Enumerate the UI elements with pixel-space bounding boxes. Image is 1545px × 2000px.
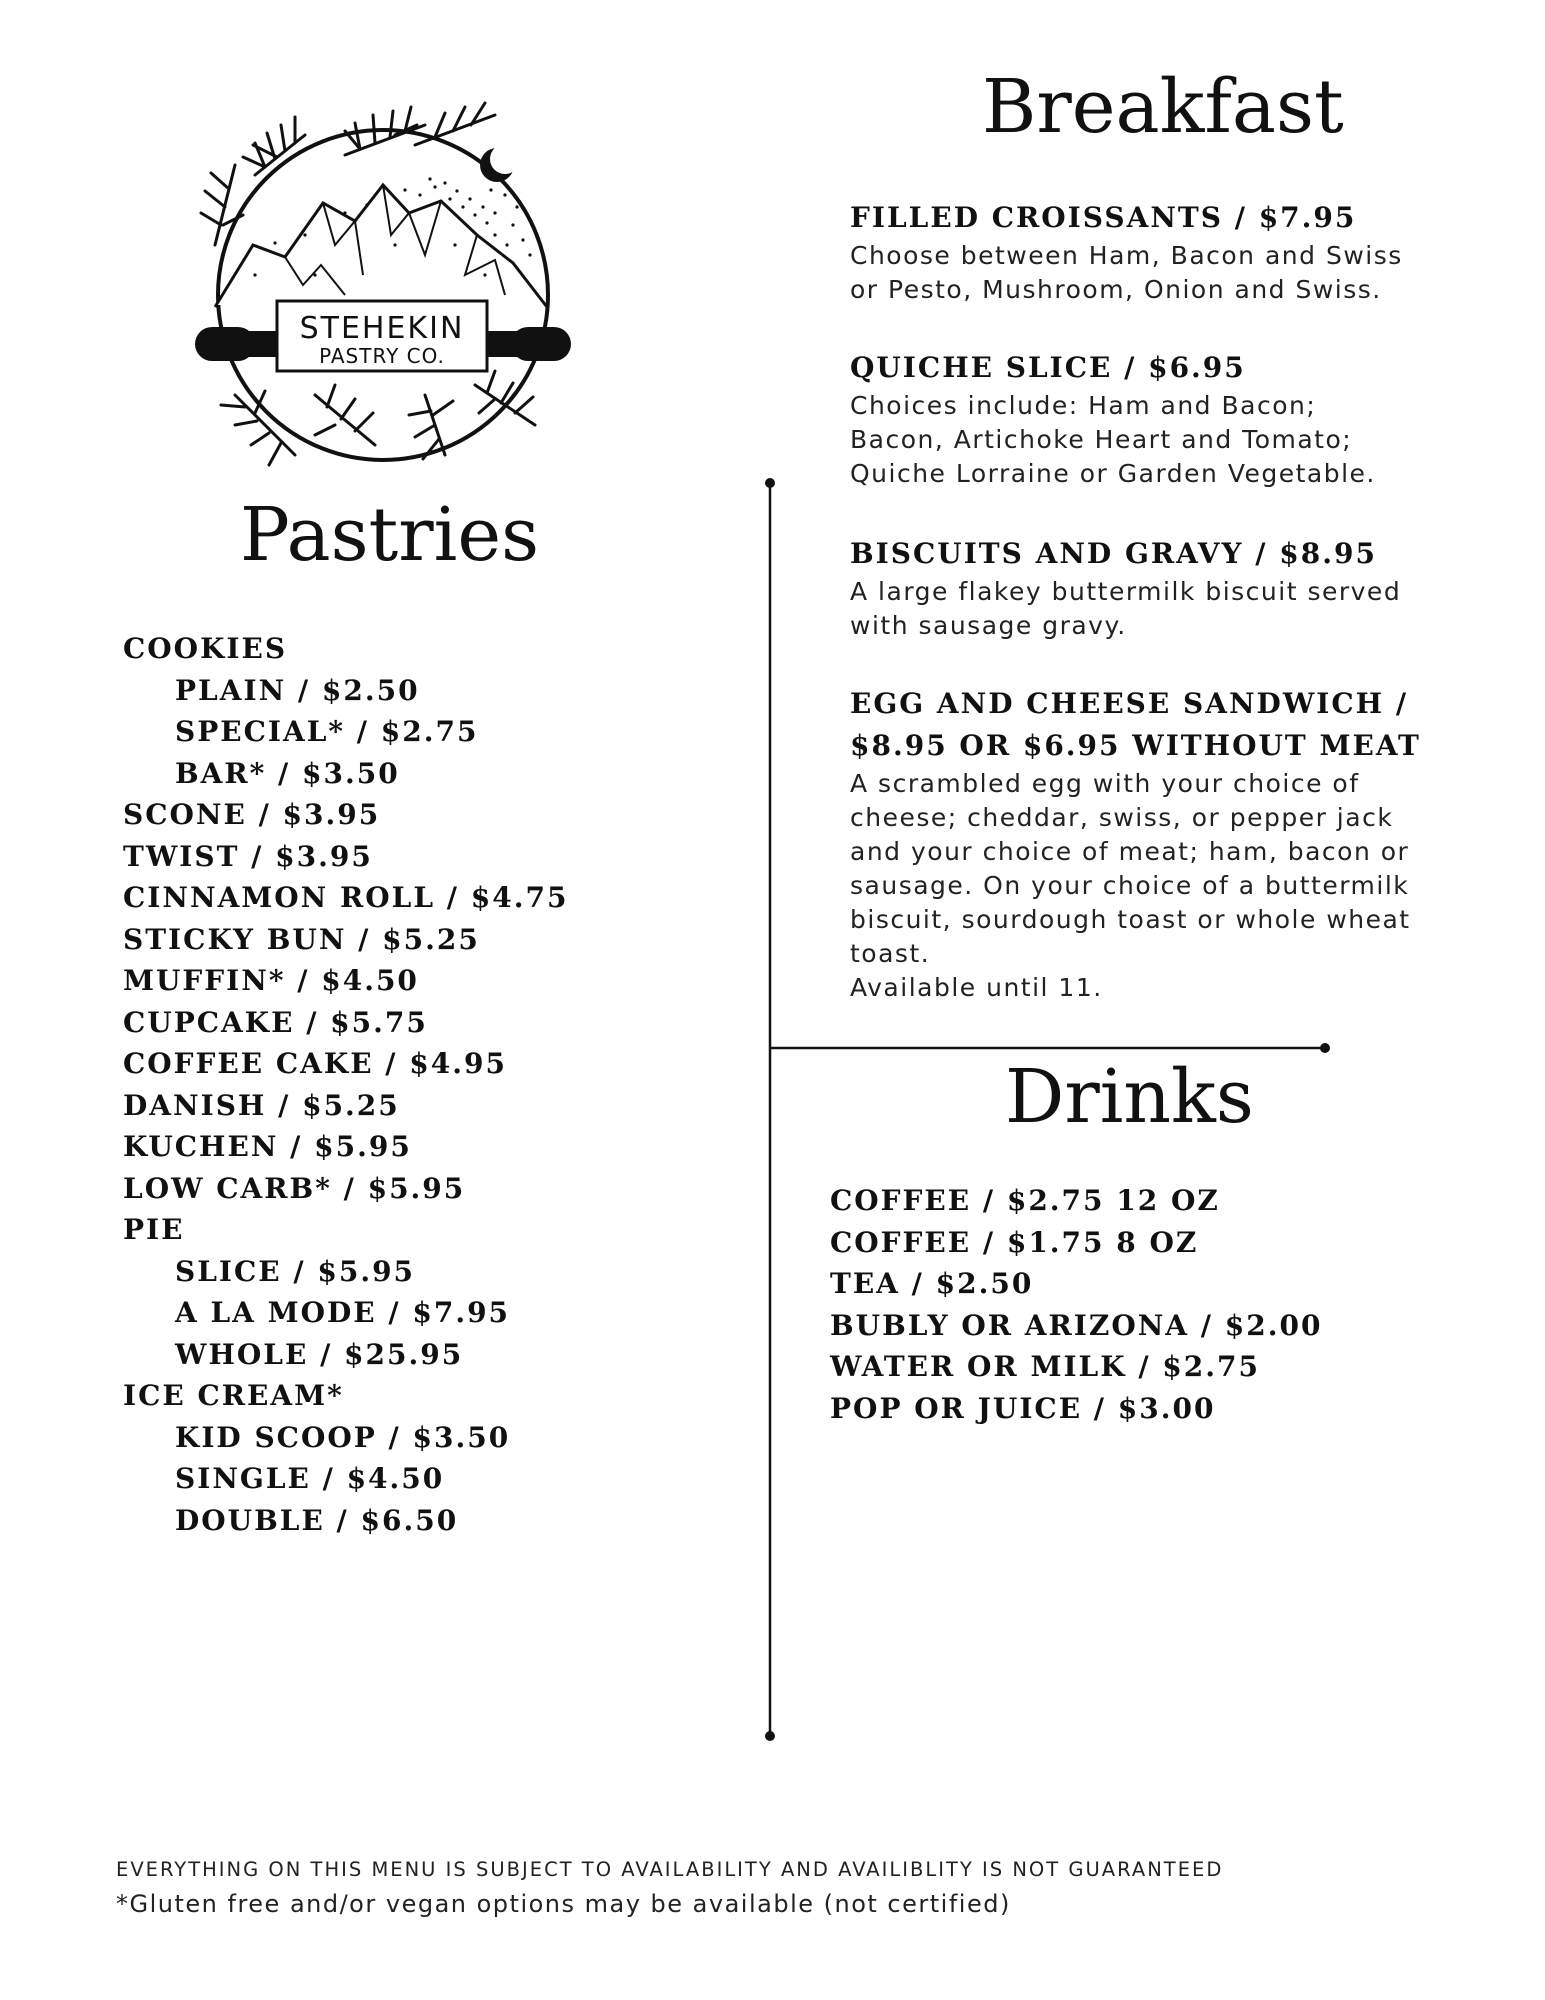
breakfast-item-title: EGG AND CHEESE SANDWICH / — [850, 687, 1409, 720]
pastry-item: A LA MODE / $7.95 — [175, 1296, 511, 1329]
breakfast-item — [850, 683, 1470, 1005]
drink-item: COFFEE / $2.75 12 OZ — [830, 1184, 1220, 1217]
breakfast-item-desc: Bacon, Artichoke Heart and Tomato; — [850, 425, 1353, 454]
breakfast-item-desc: biscuit, sourdough toast or whole wheat — [850, 905, 1411, 934]
logo-name-line1: STEHEKIN — [299, 311, 465, 346]
gluten-free-note: *Gluten free and/or vegan options may be available (not certified) — [116, 1890, 1011, 1918]
breakfast-item-title: QUICHE SLICE / $6.95 — [850, 351, 1246, 384]
breakfast-heading: Breakfast — [982, 64, 1344, 150]
breakfast-item-desc: cheese; cheddar, swiss, or pepper jack — [850, 803, 1394, 832]
pastry-item: BAR* / $3.50 — [175, 756, 400, 790]
breakfast-item-desc: sausage. On your choice of a buttermilk — [850, 871, 1410, 900]
drink-item: TEA / $2.50 — [830, 1267, 1034, 1300]
pastry-item: WHOLE / $25.95 — [175, 1337, 464, 1371]
pastry-item: DANISH / $5.25 — [123, 1088, 400, 1122]
breakfast-item-desc: toast. — [850, 939, 931, 968]
pastry-item: KUCHEN / $5.95 — [123, 1130, 412, 1163]
breakfast-item-desc: or Pesto, Mushroom, Onion and Swiss. — [850, 275, 1382, 304]
breakfast-item-title: FILLED CROISSANTS / $7.95 — [850, 201, 1357, 234]
breakfast-item — [850, 197, 1470, 307]
pastry-item: KID SCOOP / $3.50 — [175, 1420, 511, 1454]
pastry-item: COFFEE CAKE / $4.95 — [123, 1047, 507, 1080]
breakfast-item — [850, 347, 1470, 491]
breakfast-item-desc: A scrambled egg with your choice of — [850, 769, 1360, 798]
drink-item: BUBLY OR ARIZONA / $2.00 — [830, 1308, 1323, 1342]
pastry-item: SPECIAL* / $2.75 — [175, 715, 479, 748]
breakfast-item — [850, 533, 1470, 643]
pastry-item: SINGLE / $4.50 — [175, 1462, 445, 1495]
pastry-item: LOW CARB* / $5.95 — [123, 1171, 466, 1205]
pastry-item: TWIST / $3.95 — [123, 839, 373, 873]
breakfast-item-desc: Available until 11. — [850, 973, 1103, 1002]
pastry-item: PLAIN / $2.50 — [175, 673, 420, 707]
pastry-item: COOKIES — [123, 632, 288, 665]
pastry-item: ICE CREAM* — [123, 1379, 344, 1412]
pastries-heading: Pastries — [240, 492, 540, 578]
pastry-item: MUFFIN* / $4.50 — [123, 964, 419, 997]
breakfast-item-desc: and your choice of meat; ham, bacon or — [850, 837, 1410, 866]
drink-item: COFFEE / $1.75 8 OZ — [830, 1225, 1199, 1259]
drink-item: WATER OR MILK / $2.75 — [830, 1350, 1260, 1383]
pastry-item: SCONE / $3.95 — [123, 798, 381, 831]
breakfast-item-desc: with sausage gravy. — [850, 611, 1127, 640]
drinks-heading: Drinks — [1005, 1054, 1254, 1140]
availability-disclaimer: EVERYTHING ON THIS MENU IS SUBJECT TO AVAILABILITY AND AVAILIBLITY IS NOT GUARANTEED — [116, 1858, 1224, 1881]
pastry-item: SLICE / $5.95 — [175, 1254, 416, 1288]
pastry-item: CINNAMON ROLL / $4.75 — [123, 881, 569, 914]
pastry-item: CUPCAKE / $5.75 — [123, 1005, 428, 1039]
breakfast-item-title: BISCUITS AND GRAVY / $8.95 — [850, 537, 1377, 570]
breakfast-item-desc: Choices include: Ham and Bacon; — [850, 391, 1317, 420]
drink-item: POP OR JUICE / $3.00 — [830, 1391, 1216, 1425]
breakfast-item-desc: Quiche Lorraine or Garden Vegetable. — [850, 459, 1376, 488]
breakfast-item-desc: A large flakey buttermilk biscuit served — [850, 577, 1402, 606]
pastry-item: DOUBLE / $6.50 — [175, 1503, 459, 1537]
drinks-list — [830, 1180, 1430, 1429]
breakfast-item-title: $8.95 OR $6.95 WITHOUT MEAT — [850, 729, 1421, 762]
logo-name-line2: PASTRY CO. — [319, 344, 445, 368]
breakfast-item-desc: Choose between Ham, Bacon and Swiss — [850, 241, 1403, 270]
pastry-item: STICKY BUN / $5.25 — [123, 922, 480, 956]
pastry-item: PIE — [123, 1213, 185, 1246]
